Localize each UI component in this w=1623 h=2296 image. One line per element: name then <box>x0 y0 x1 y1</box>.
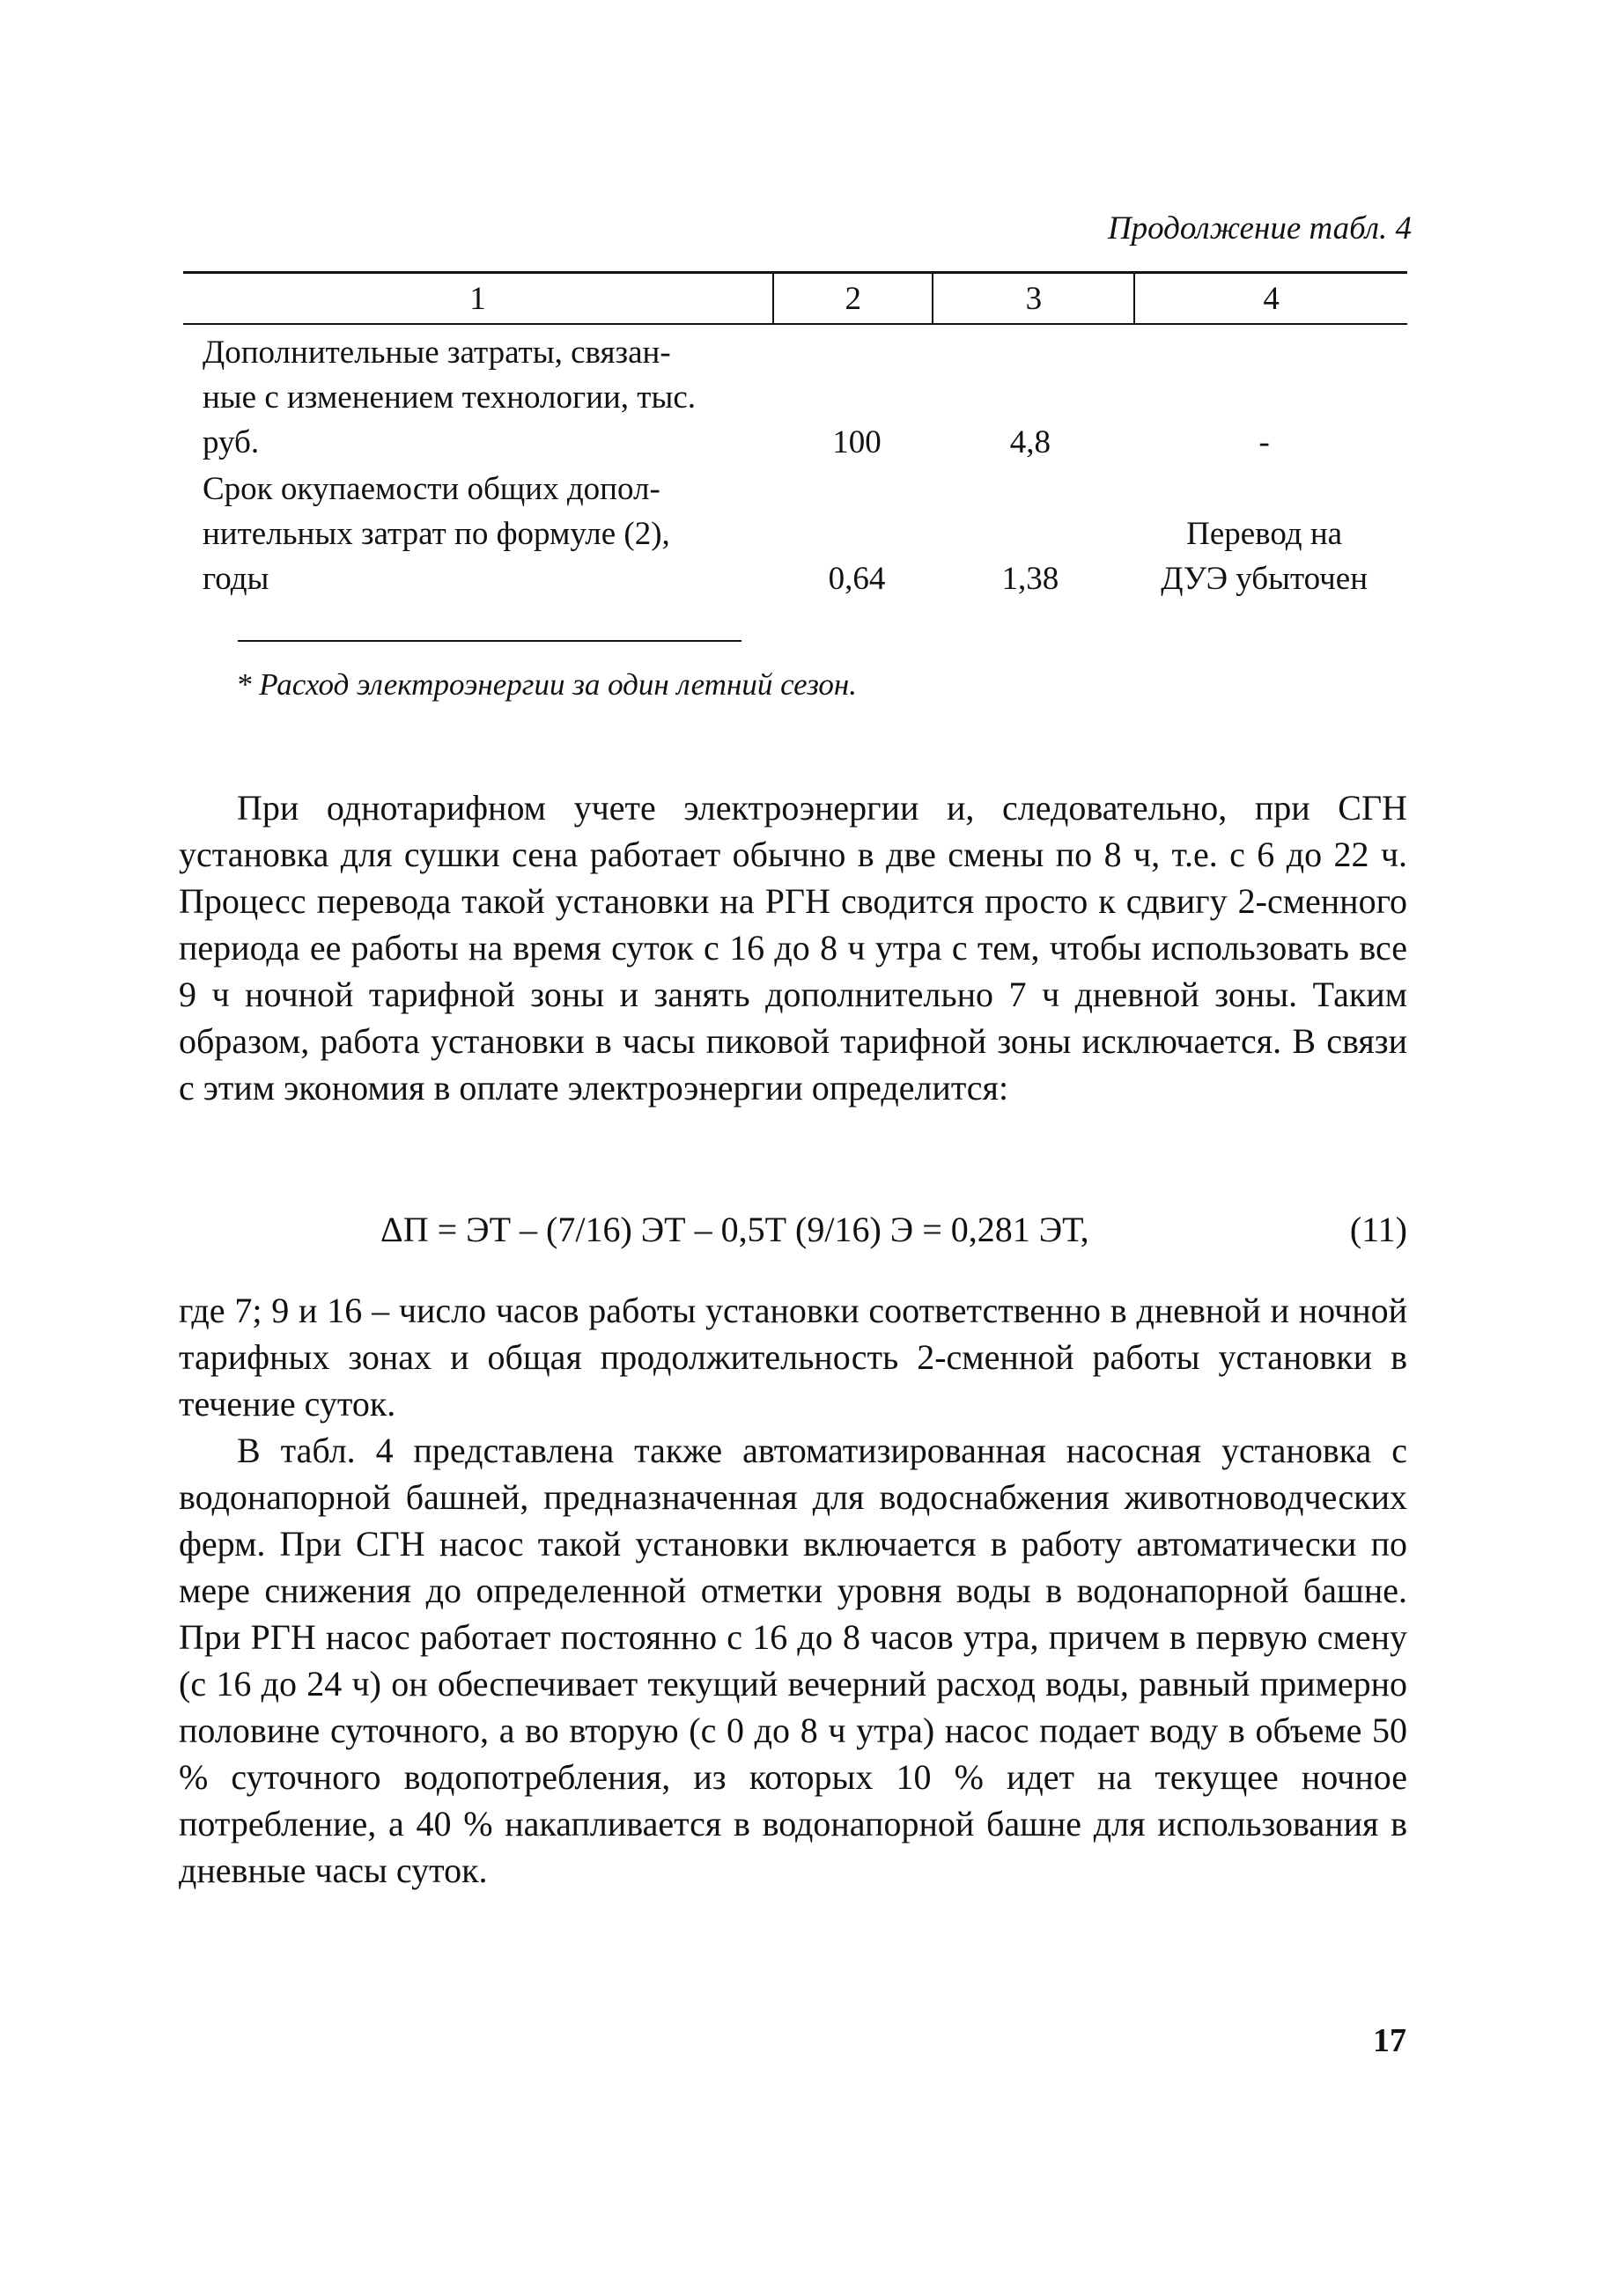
cell-col-4: - <box>1258 424 1270 460</box>
data-table <box>183 271 1407 601</box>
footnote-rule <box>238 640 741 642</box>
table-row <box>183 330 1407 465</box>
row-label: Срок окупаемости общих допол- нительных затрат по формуле (2), годы <box>203 471 670 597</box>
formula-expression: ΔП = ЭТ – (7/16) ЭТ – 0,5Т (9/16) Э = 0,281 ЭТ, <box>380 1210 1089 1249</box>
page-number: 17 <box>1373 2022 1406 2059</box>
header-col-2: 2 <box>772 274 932 323</box>
header-col-1: 1 <box>469 280 486 317</box>
cell-col-2: 0,64 <box>828 561 886 597</box>
header-col-3: 3 <box>932 274 1133 323</box>
row-label: Дополнительные затраты, связан- ные с изменением технологии, тыс. руб. <box>203 335 697 460</box>
formula-number: (11) <box>1349 1210 1407 1249</box>
table-footnote: * Расход электроэнергии за один летний сезон. <box>236 667 858 702</box>
header-col-4: 4 <box>1133 274 1407 323</box>
paragraph-3: В табл. 4 представлена также автоматизированная насосная установка с водонапорной башней, предназначенная для водоснабжения животноводческих ферм. При СГН насос такой установки включается в работу автоматически по мере снижения до определенной отметки уровня воды в водонапорной башне. При РГН насос работает постоянно с 16 до 8 часов утра, причем в первую смену (с 16 до 24 ч) он обеспечивает текущий вечерний расход воды, равный примерно половине суточного, а во вторую (с 0 до 8 ч утра) насос подает воду в объеме 50 % суточного водопотребления, из которых 10 % идет на текущее ночное потребление, а 40 % накапливается в водонапорной башне для использования в дневные часы суток. <box>179 1431 1407 1890</box>
cell-col-3: 4,8 <box>1009 424 1051 460</box>
table-header-rule <box>183 323 1407 325</box>
table-row <box>183 467 1407 601</box>
cell-col-3: 1,38 <box>1001 561 1059 597</box>
paragraph-1: При однотарифном учете электроэнергии и, следовательно, при СГН установка для сушки сена работает обычно в две смены по 8 ч, т.е. с 6 до 22 ч. Процесс перевода такой установки на РГН сводится просто к сдвигу 2-сменного периода ее работы на время суток с 16 до 8 ч утра с тем, чтобы использовать все 9 ч ночной тарифной зоны и занять дополнительно 7 ч дневной зоны. Таким образом, работа установки в часы пиковой тарифной зоны исключается. В связи с этим экономия в оплате электроэнергии определится: <box>179 788 1407 1108</box>
table-header-row <box>183 274 1407 323</box>
cell-col-4: Перевод на ДУЭ убыточен <box>1161 516 1368 597</box>
paragraph-2: где 7; 9 и 16 – число часов работы установки соответственно в дневной и ночной тарифных зонах и общая продолжительность 2-сменной работы установки в течение суток. <box>179 1291 1407 1424</box>
cell-col-2: 100 <box>832 424 882 460</box>
table-caption: Продолжение табл. 4 <box>1107 210 1412 247</box>
